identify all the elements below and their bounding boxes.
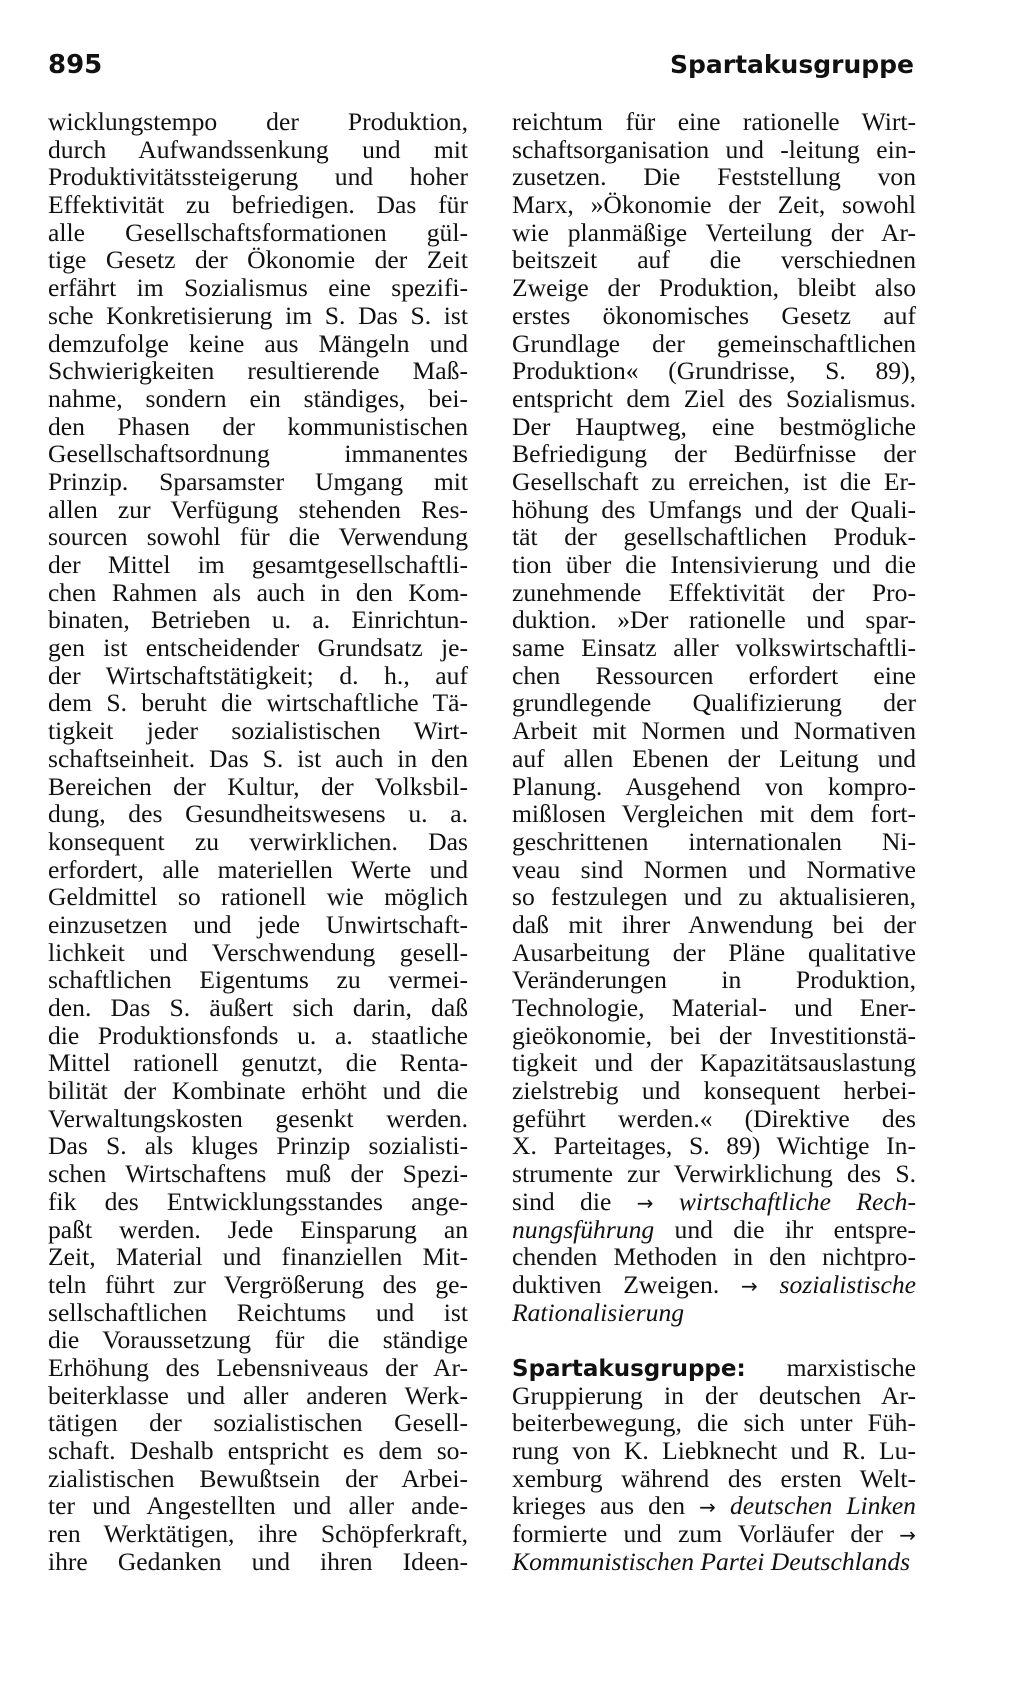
text-line: allen zur Verfügung stehenden Res- bbox=[48, 494, 468, 524]
text-line: wie planmäßige Verteilung der Ar- bbox=[512, 217, 916, 247]
text-line: tät der gesellschaftlichen Produk- bbox=[512, 522, 916, 552]
dictionary-entry bbox=[512, 1354, 916, 1576]
cross-reference-link[interactable]: wirtschaftliche Rech- bbox=[678, 1186, 916, 1216]
text-line: ihre Gedanken und ihren Ideen- bbox=[48, 1546, 468, 1576]
text-line bbox=[512, 1216, 916, 1244]
cross-reference-link[interactable]: sozialistische bbox=[779, 1269, 916, 1299]
text-fragment: formierte und zum Vorläufer der bbox=[512, 1519, 883, 1549]
text-line: tigkeit jeder sozialistischen Wirt- bbox=[48, 716, 468, 746]
text-line: gieökonomie, bei der Investitionstä- bbox=[512, 1020, 916, 1050]
text-line: auf allen Ebenen der Leitung und bbox=[512, 743, 916, 773]
left-column bbox=[48, 108, 468, 1575]
text-line: der Wirtschaftstätigkeit; d. h., auf bbox=[48, 660, 468, 690]
text-line: tige Gesetz der Ökonomie der Zeit bbox=[48, 245, 468, 275]
text-line: tigkeit und der Kapazitätsauslastung bbox=[512, 1048, 916, 1078]
text-line: chenden Methoden in den nichtpro- bbox=[512, 1242, 916, 1272]
text-line: chen Rahmen als auch in den Kom- bbox=[48, 577, 468, 607]
text-line: tätigen der sozialistischen Gesell- bbox=[48, 1408, 468, 1438]
text-line: zielstrebig und konsequent herbei- bbox=[512, 1076, 916, 1106]
text-line: grundlegende Qualifizierung der bbox=[512, 688, 916, 718]
text-line: Gruppierung in der deutschen Ar- bbox=[512, 1380, 916, 1410]
text-line: wicklungstempo der Produktion, bbox=[48, 107, 468, 136]
text-line: beiterklasse und aller anderen Werk- bbox=[48, 1380, 468, 1410]
cross-reference-arrow-icon: → bbox=[899, 1523, 916, 1548]
text-line: erfordert, alle materiellen Werte und bbox=[48, 854, 468, 884]
text-fragment: sind die bbox=[512, 1186, 612, 1216]
cross-reference-arrow-icon: → bbox=[740, 1273, 758, 1298]
text-line: beiterbewegung, die sich unter Füh- bbox=[512, 1408, 916, 1438]
text-line: Schwierigkeiten resultierende Maß- bbox=[48, 356, 468, 386]
text-line: geführt werden.« (Direktive des bbox=[512, 1103, 916, 1133]
text-line bbox=[512, 1548, 916, 1576]
text-line: schaft. Deshalb entspricht es dem so- bbox=[48, 1436, 468, 1465]
text-line: X. Parteitages, S. 89) Wichtige In- bbox=[512, 1131, 916, 1161]
text-line: Produktivitätssteigerung und hoher bbox=[48, 162, 468, 192]
text-line bbox=[512, 1299, 916, 1327]
text-line: sourcen sowohl für die Verwendung bbox=[48, 522, 468, 552]
text-line: schaftseinheit. Das S. ist auch in den bbox=[48, 743, 468, 773]
cross-reference-link[interactable]: Rationalisierung bbox=[512, 1297, 685, 1327]
running-head: Spartakusgruppe bbox=[670, 50, 914, 79]
text-line bbox=[512, 1188, 916, 1216]
text-line bbox=[512, 1271, 916, 1299]
text-line: Effektivität zu befriedigen. Das für bbox=[48, 190, 468, 220]
text-fragment: und die ihr entspre- bbox=[674, 1214, 916, 1244]
text-line: Zeit, Material und finanziellen Mit- bbox=[48, 1242, 468, 1272]
cross-reference-arrow-icon: → bbox=[636, 1190, 654, 1215]
text-line: reichtum für eine rationelle Wirt- bbox=[512, 107, 916, 136]
text-line: daß mit ihrer Anwendung bei der bbox=[512, 909, 916, 939]
text-line: demzufolge keine aus Mängeln und bbox=[48, 328, 468, 358]
text-line: paßt werden. Jede Einsparung an bbox=[48, 1214, 468, 1244]
text-line: höhung des Umfangs und der Quali- bbox=[512, 494, 916, 524]
text-line: sellschaftlichen Reichtums und ist bbox=[48, 1297, 468, 1327]
text-line: zunehmende Effektivität der Pro- bbox=[512, 577, 916, 607]
right-column bbox=[512, 108, 916, 1575]
cross-reference-arrow-icon: → bbox=[699, 1495, 716, 1520]
text-line: beitszeit auf die verschiednen bbox=[512, 245, 916, 275]
text-line: Erhöhung des Lebensniveaus der Ar- bbox=[48, 1352, 468, 1382]
text-line: same Einsatz aller volkswirtschaftli- bbox=[512, 633, 916, 663]
text-line: sche Konkretisierung im S. Das S. ist bbox=[48, 300, 468, 330]
text-line: Technologie, Material- und Ener- bbox=[512, 993, 916, 1022]
text-line: mißlosen Vergleichen mit dem fort- bbox=[512, 799, 916, 829]
text-line: gen ist entscheidender Grundsatz je- bbox=[48, 633, 468, 663]
text-line: erfährt im Sozialismus eine spezifi- bbox=[48, 273, 468, 303]
text-line: rung von K. Liebknecht und R. Lu- bbox=[512, 1436, 916, 1465]
text-line bbox=[512, 1354, 916, 1382]
text-line: Befriedigung der Bedürfnisse der bbox=[512, 439, 916, 469]
text-line: konsequent zu verwirklichen. Das bbox=[48, 826, 468, 856]
text-line: tion über die Intensivierung und die bbox=[512, 550, 916, 579]
text-line: chen Ressourcen erfordert eine bbox=[512, 660, 916, 690]
text-line: durch Aufwandssenkung und mit bbox=[48, 134, 468, 164]
text-line: duktion. »Der rationelle und spar- bbox=[512, 605, 916, 635]
page-number: 895 bbox=[48, 50, 103, 80]
text-line: Produktion« (Grundrisse, S. 89), bbox=[512, 356, 916, 386]
text-line: Geldmittel so rationell wie möglich bbox=[48, 882, 468, 912]
text-line bbox=[512, 1520, 916, 1548]
text-line: geschrittenen internationalen Ni- bbox=[512, 826, 916, 856]
text-line: Veränderungen in Produktion, bbox=[512, 965, 916, 995]
text-line: Arbeit mit Normen und Normativen bbox=[512, 716, 916, 746]
text-line: ter und Angestellten und aller ande- bbox=[48, 1491, 468, 1521]
text-line: alle Gesellschaftsformationen gül- bbox=[48, 217, 468, 247]
text-line: so festzulegen und zu aktualisieren, bbox=[512, 882, 916, 912]
text-line: Verwaltungskosten gesenkt werden. bbox=[48, 1103, 468, 1133]
text-line: den. Das S. äußert sich darin, daß bbox=[48, 993, 468, 1022]
page-header bbox=[48, 50, 914, 94]
text-line: xemburg während des ersten Welt- bbox=[512, 1463, 916, 1493]
text-line: Der Hauptweg, eine bestmögliche bbox=[512, 411, 916, 441]
text-line: ren Werktätigen, ihre Schöpferkraft, bbox=[48, 1519, 468, 1549]
text-line: dem S. beruht die wirtschaftliche Tä- bbox=[48, 688, 468, 718]
text-line: Das S. als kluges Prinzip sozialisti- bbox=[48, 1131, 468, 1161]
text-line: binaten, Betrieben u. a. Einrichtun- bbox=[48, 605, 468, 635]
entry-headword: Spartakusgruppe: bbox=[512, 1355, 746, 1382]
text-line: zusetzen. Die Feststellung von bbox=[512, 162, 916, 192]
entry-separator bbox=[512, 1326, 916, 1354]
cross-reference-link[interactable]: Kommunistischen Partei Deutschlands bbox=[512, 1546, 911, 1576]
text-line: Gesellschaft zu erreichen, ist die Er- bbox=[512, 466, 916, 496]
text-line: Mittel rationell genutzt, die Renta- bbox=[48, 1048, 468, 1078]
cross-reference-link[interactable]: nungsführung bbox=[512, 1214, 655, 1244]
text-fragment: marxistische bbox=[786, 1352, 916, 1382]
text-line bbox=[512, 1492, 916, 1520]
text-line: bilität der Kombinate erhöht und die bbox=[48, 1076, 468, 1106]
text-line: Grundlage der gemeinschaftlichen bbox=[512, 328, 916, 358]
text-line: fik des Entwicklungsstandes ange- bbox=[48, 1186, 468, 1216]
cross-reference-link[interactable]: deutschen Linken bbox=[729, 1491, 916, 1521]
text-line: schaftsorganisation und -leitung ein- bbox=[512, 134, 916, 164]
text-line: der Mittel im gesamtgesellschaftli- bbox=[48, 550, 468, 579]
text-line: Bereichen der Kultur, der Volksbil- bbox=[48, 771, 468, 801]
text-line: zialistischen Bewußtsein der Arbei- bbox=[48, 1463, 468, 1493]
text-line: veau sind Normen und Normative bbox=[512, 854, 916, 884]
text-line: Marx, »Ökonomie der Zeit, sowohl bbox=[512, 190, 916, 220]
text-line: erstes ökonomisches Gesetz auf bbox=[512, 300, 916, 330]
text-line: nahme, sondern ein ständiges, bei- bbox=[48, 383, 468, 413]
text-line: dung, des Gesundheitswesens u. a. bbox=[48, 799, 468, 829]
text-fragment: duktiven Zweigen. bbox=[512, 1269, 720, 1299]
text-line: Planung. Ausgehend von kompro- bbox=[512, 771, 916, 801]
text-line: teln führt zur Vergrößerung des ge- bbox=[48, 1269, 468, 1299]
text-line: Ausarbeitung der Pläne qualitative bbox=[512, 937, 916, 967]
text-fragment: krieges aus den bbox=[512, 1491, 686, 1521]
text-line: schaftlichen Eigentums zu vermei- bbox=[48, 965, 468, 995]
text-line: lichkeit und Verschwendung gesell- bbox=[48, 937, 468, 967]
text-line: entspricht dem Ziel des Sozialismus. bbox=[512, 383, 916, 413]
text-line: einzusetzen und jede Unwirtschaft- bbox=[48, 909, 468, 939]
text-line: strumente zur Verwirklichung des S. bbox=[512, 1159, 916, 1189]
text-line: die Produktionsfonds u. a. staatliche bbox=[48, 1020, 468, 1050]
text-line: Prinzip. Sparsamster Umgang mit bbox=[48, 466, 468, 496]
text-line: den Phasen der kommunistischen bbox=[48, 411, 468, 441]
text-line: Zweige der Produktion, bleibt also bbox=[512, 273, 916, 303]
text-line: die Voraussetzung für die ständige bbox=[48, 1325, 468, 1355]
text-line: Gesellschaftsordnung immanentes bbox=[48, 439, 468, 469]
text-line: schen Wirtschaftens muß der Spezi- bbox=[48, 1159, 468, 1189]
